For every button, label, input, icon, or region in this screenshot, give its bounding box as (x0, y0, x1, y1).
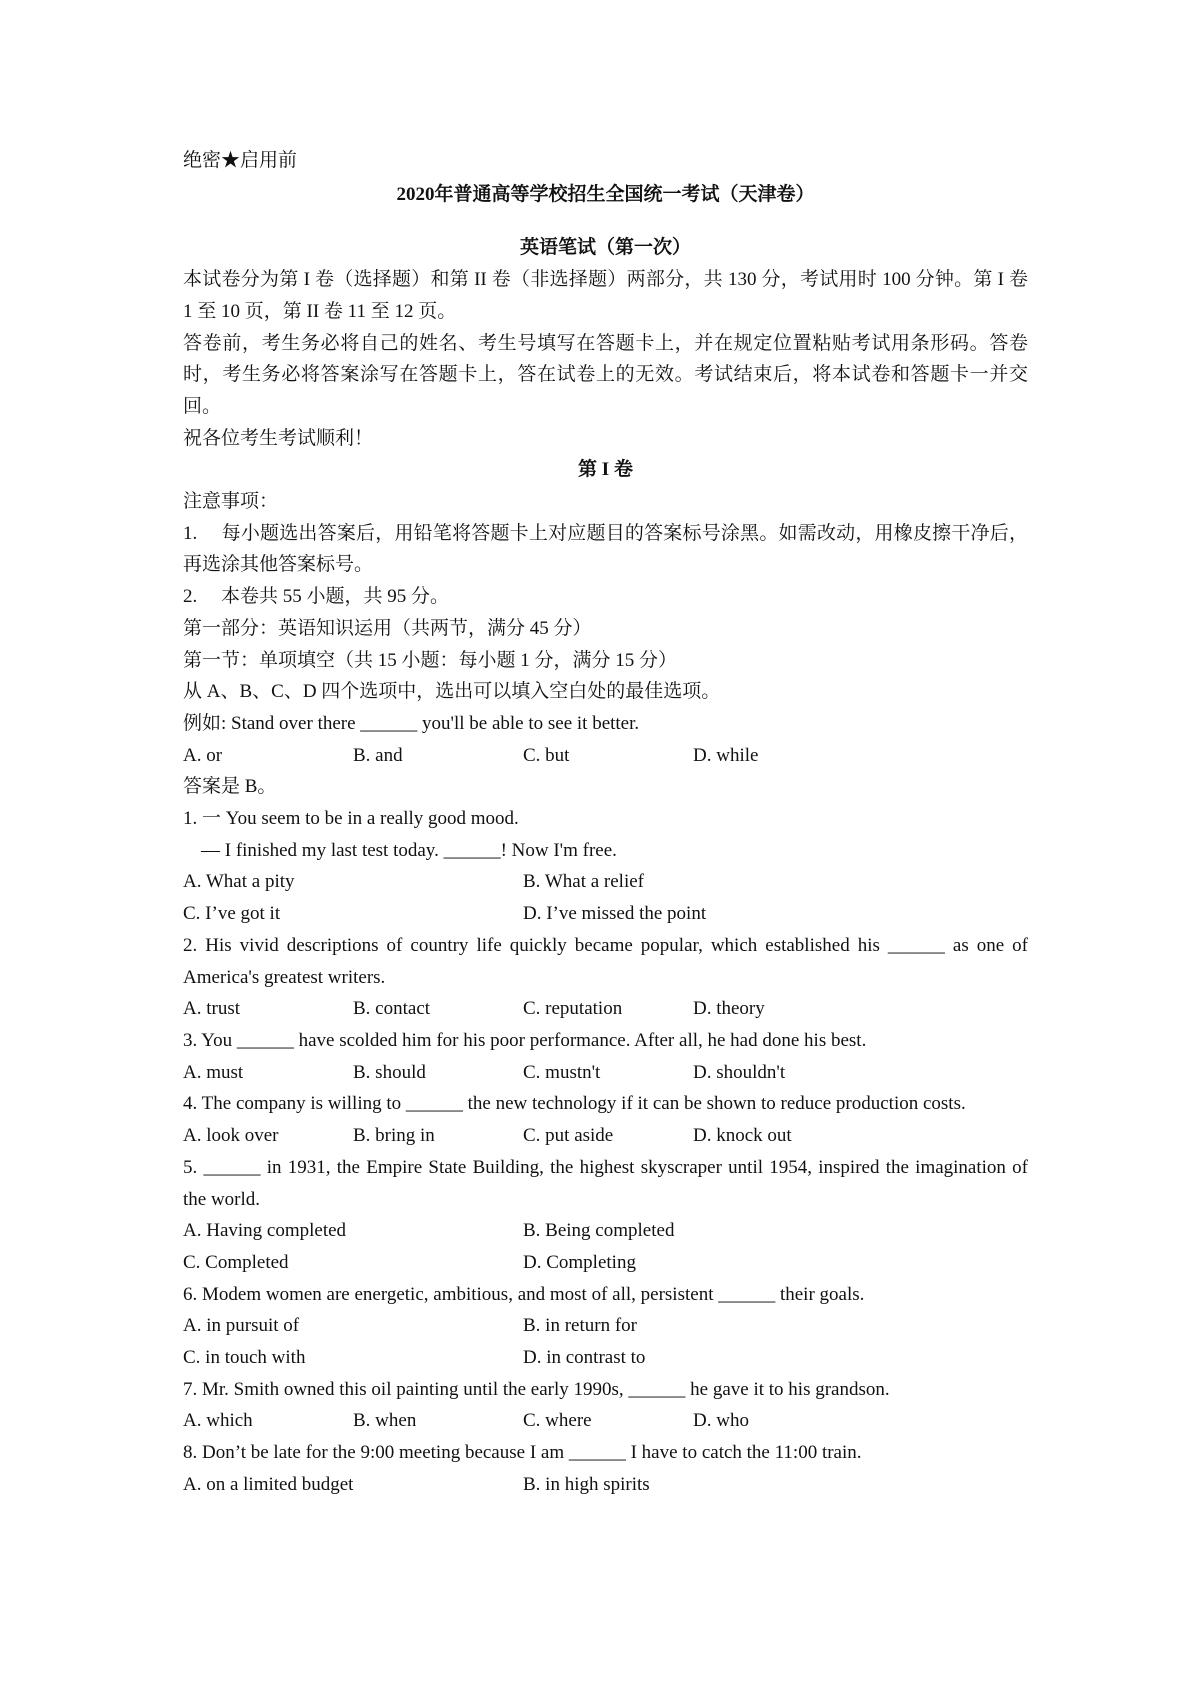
option-b: B. in return for (523, 1315, 637, 1337)
question-1-line-2: — I finished my last test today. ______! Now I'm free. (201, 839, 617, 861)
exam-page (183, 145, 1028, 1501)
question-3-stem: 3. You ______ have scolded him for his poor performance. After all, he had done his best. (183, 1029, 867, 1051)
option-b: B. and (353, 744, 403, 766)
option-b: B. when (353, 1410, 417, 1432)
instruction: 从 A、B、C、D 四个选项中，选出可以填入空白处的最佳选项。 (183, 681, 721, 703)
question-6-stem: 6. Modem women are energetic, ambitious, and most of all, persistent ______ their goals. (183, 1283, 865, 1305)
question-2-stem: 2. His vivid descriptions of country life quickly became popular, which established his ______ as one of America's greatest writers. (183, 934, 1028, 988)
question-6-options-row-1 (183, 1310, 1028, 1342)
question-3-options (183, 1057, 1028, 1089)
option-a: A. look over (183, 1125, 279, 1147)
note-2: 2. 本卷共 55 小题，共 95 分。 (183, 586, 450, 608)
exam-title: 2020年普通高等学校招生全国统一考试（天津卷） (396, 183, 815, 205)
option-d: D. who (693, 1410, 749, 1432)
question-7-options (183, 1405, 1028, 1437)
option-b: B. contact (353, 998, 431, 1020)
part-1-heading: 第一部分：英语知识运用（共两节，满分 45 分） (183, 617, 592, 639)
note-1: 1. 每小题选出答案后，用铅笔将答题卡上对应题目的答案标号涂黑。如需改动，用橡皮擦干净后，再选涂其他答案标号。 (183, 522, 1028, 576)
option-a: A. in pursuit of (183, 1315, 300, 1337)
option-a: A. must (183, 1061, 244, 1083)
intro-paragraph-2: 答卷前，考生务必将自己的姓名、考生号填写在答题卡上，并在规定位置粘贴考试用条形码。答卷时，考生务必将答案涂写在答题卡上，答在试卷上的无效。考试结束后，将本试卷和答题卡一并交回。 (183, 332, 1028, 417)
question-5-options-row-2 (183, 1247, 1028, 1279)
option-c: C. mustn't (523, 1061, 601, 1083)
section-1-heading: 第一节：单项填空（共 15 小题：每小题 1 分，满分 15 分） (183, 649, 678, 671)
question-2-options (183, 993, 1028, 1025)
option-d: D. shouldn't (693, 1061, 786, 1083)
question-5-options-row-1 (183, 1215, 1028, 1247)
option-d: D. in contrast to (523, 1347, 646, 1369)
option-c: C. in touch with (183, 1347, 306, 1369)
option-c: C. Completed (183, 1251, 289, 1273)
intro-paragraph-1: 本试卷分为第 I 卷（选择题）和第 II 卷（非选择题）两部分，共 130 分，考试用时 100 分钟。第 I 卷 1 至 10 页，第 II 卷 11 至 12 页。 (183, 269, 1028, 322)
option-a: A. Having completed (183, 1220, 347, 1242)
question-1-options-row-2 (183, 898, 1028, 930)
question-5-stem: 5. ______ in 1931, the Empire State Building, the highest skyscraper until 1954, inspired the imagination of the world. (183, 1156, 1028, 1210)
option-c: C. put aside (523, 1125, 614, 1147)
option-a: A. What a pity (183, 871, 295, 893)
example-answer: 答案是 B。 (183, 776, 277, 798)
option-a: A. trust (183, 998, 240, 1020)
question-1-options-row-1 (183, 866, 1028, 898)
option-a: A. or (183, 744, 223, 766)
option-b: B. in high spirits (523, 1473, 650, 1495)
option-d: D. while (693, 744, 759, 766)
volume-heading: 第 I 卷 (578, 459, 633, 481)
option-c: C. where (523, 1410, 592, 1432)
question-4-options (183, 1120, 1028, 1152)
option-d: D. theory (693, 998, 765, 1020)
option-b: B. should (353, 1061, 426, 1083)
secret-label: 绝密★启用前 (183, 150, 298, 171)
option-a: A. which (183, 1410, 253, 1432)
option-b: B. Being completed (523, 1220, 675, 1242)
question-1-line-1: 1. 一 You seem to be in a really good mood. (183, 808, 519, 830)
option-b: B. bring in (353, 1125, 435, 1147)
question-7-stem: 7. Mr. Smith owned this oil painting until the early 1990s, ______ he gave it to his grandson. (183, 1378, 890, 1400)
option-d: D. knock out (693, 1125, 792, 1147)
intro-paragraph-3: 祝各位考生考试顺利！ (183, 427, 374, 449)
option-d: D. I’ve missed the point (523, 903, 707, 925)
example-stem: 例如: Stand over there ______ you'll be able to see it better. (183, 712, 640, 734)
option-c: C. but (523, 744, 570, 766)
option-b: B. What a relief (523, 871, 644, 893)
question-8-stem: 8. Don’t be late for the 9:00 meeting because I am ______ I have to catch the 11:00 train. (183, 1442, 862, 1464)
option-a: A. on a limited budget (183, 1473, 354, 1495)
question-6-options-row-2 (183, 1342, 1028, 1374)
exam-subtitle: 英语笔试（第一次） (519, 237, 691, 259)
question-4-stem: 4. The company is willing to ______ the new technology if it can be shown to reduce production costs. (183, 1093, 966, 1115)
notes-label: 注意事项： (183, 491, 279, 513)
option-c: C. I’ve got it (183, 903, 281, 925)
option-d: D. Completing (523, 1251, 636, 1273)
option-c: C. reputation (523, 998, 623, 1020)
question-8-options-row-1 (183, 1469, 1028, 1501)
example-options (183, 740, 1028, 772)
